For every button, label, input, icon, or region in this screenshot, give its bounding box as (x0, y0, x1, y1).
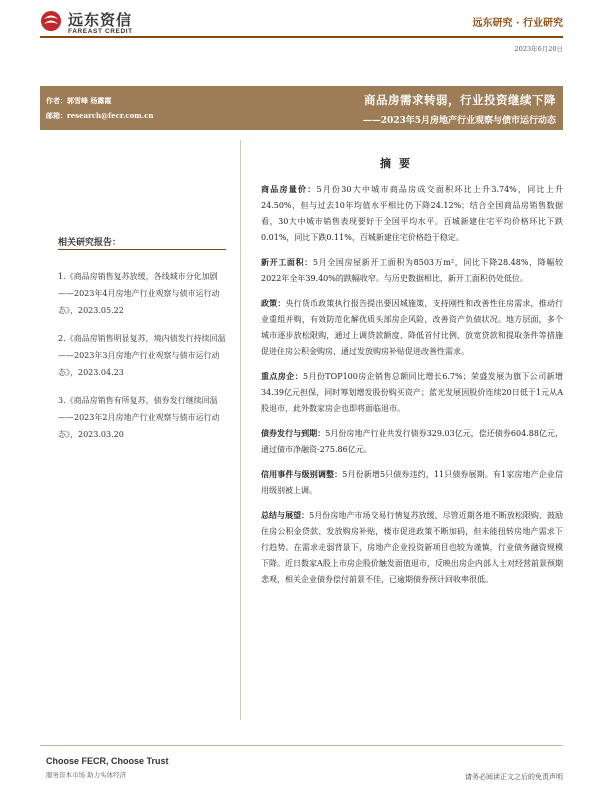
report-type: 远东研究 · 行业研究 (472, 18, 563, 29)
report-subtitle: ——2023年5月房地产行业观察与债市运行动态 (362, 116, 556, 126)
footer-slogan-en: Choose FECR, Choose Trust (46, 756, 169, 766)
related-report-item[interactable]: 3.《商品房销售有所复苏，债券发行继续回温——2023年2月房地产行业观察与债市运行动态》，2023.03.20 (58, 396, 220, 439)
summary-paragraph-price: 商品房量价：5月份30大中城市商品房成交面积环比上升3.74%，同比上升24.50%，但与过去10年均值水平相比仍下降24.12%；结合全国商品房销售数据看，30大中城市销售表现要好于全国平均水平。百城新建住宅平均价格环比下跌0.01%，同比下跌0.11%，百城新建住宅价格趋于稳定。 (261, 184, 564, 242)
related-reports-heading: 相关研究报告： (58, 238, 122, 248)
company-name-en: FAREAST CREDIT (68, 28, 133, 35)
email-line[interactable]: 邮箱：research@fecr.com.cn (46, 111, 154, 120)
summary-paragraph-bonds: 债券发行与到期：5月份房地产行业共发行债券329.03亿元，偿还债券604.88亿元，通过债市净融资-275.86亿元。 (261, 428, 563, 454)
summary-paragraph-policy: 政策：央行货币政策执行报告提出要因城施策，支持刚性和改善性住房需求，推动行业重组并购，有效防范化解优质头部房企风险，改善资产负债状况。地方层面，多个城市逐步放松限购，通过上调贷款额度、降低首付比例、放宽贷款和提取条件等措施促进住房公积金购房，通过发放购房补贴促进改善性需求。 (261, 298, 563, 356)
report-date: 2023年6月20日 (514, 45, 563, 53)
summary-paragraph-developers: 重点房企：5月份TOP100房企销售总额同比增长6.7%；荣盛发展为旗下公司新增34.39亿元担保，同时筹划增发股份购买资产；蓝光发展因股价连续20日低于1元从A股退市，此外数家房企也即将面临退市。 (261, 371, 564, 413)
disclaimer-note: 请务必阅读正文之后的免责声明 (465, 773, 563, 781)
related-report-item[interactable]: 2.《商品房销售明显复苏，境内债发行持续回温——2023年3月房地产行业观察与债市运行动态》，2023.04.23 (58, 334, 226, 377)
footer-divider (40, 745, 563, 746)
summary-body (261, 181, 563, 596)
report-title: 商品房需求转弱，行业投资继续下降 (364, 93, 556, 107)
related-report-item[interactable]: 1.《商品房销售复苏放缓，各线城市分化加剧——2023年4月房地产行业观察与债市运行动态》，2023.05.22 (58, 272, 220, 315)
sidebar-divider (58, 249, 226, 250)
summary-paragraph-new-starts: 新开工面积：5月全国房屋新开工面积为8503万m²，同比下降28.48%，降幅较2022年全年39.40%的跌幅收窄。与历史数据相比，新开工面积仍处低位。 (261, 257, 564, 283)
company-name-cn: 远东资信 (68, 11, 133, 29)
summary-paragraph-credit-events: 信用事件与级别调整：5月份新增5只债券违约，11只债券展期。有1家房地产企业信用级别被上调。 (261, 469, 563, 495)
fareast-logo-icon (40, 10, 62, 32)
footer-slogan-cn: 服务资本市场 助力实体经济 (46, 771, 127, 779)
author-line: 作者：郭雪峰 杨露霞 (46, 96, 112, 105)
header-divider (40, 36, 563, 38)
column-divider (240, 140, 241, 720)
summary-paragraph-outlook: 总结与展望：5月份房地产市场交易行情复苏放缓，尽管近期各地不断放松限购、鼓励住房公积金贷款、发放购房补贴，楼市促进政策不断加码，但未能扭转房地产需求下行趋势。在需求走弱背景下，房地产企业投资新项目也较为谨慎，行业债务融资规模下降。近日数家A股上市房企股价触发面值退市，反映出房企内部人士对经营前景预期悲观，相关企业债券偿付前景不佳，已逾期债券预计回收率很低。 (261, 510, 564, 584)
related-reports-list (58, 268, 228, 454)
summary-heading: 摘要 (380, 157, 418, 170)
